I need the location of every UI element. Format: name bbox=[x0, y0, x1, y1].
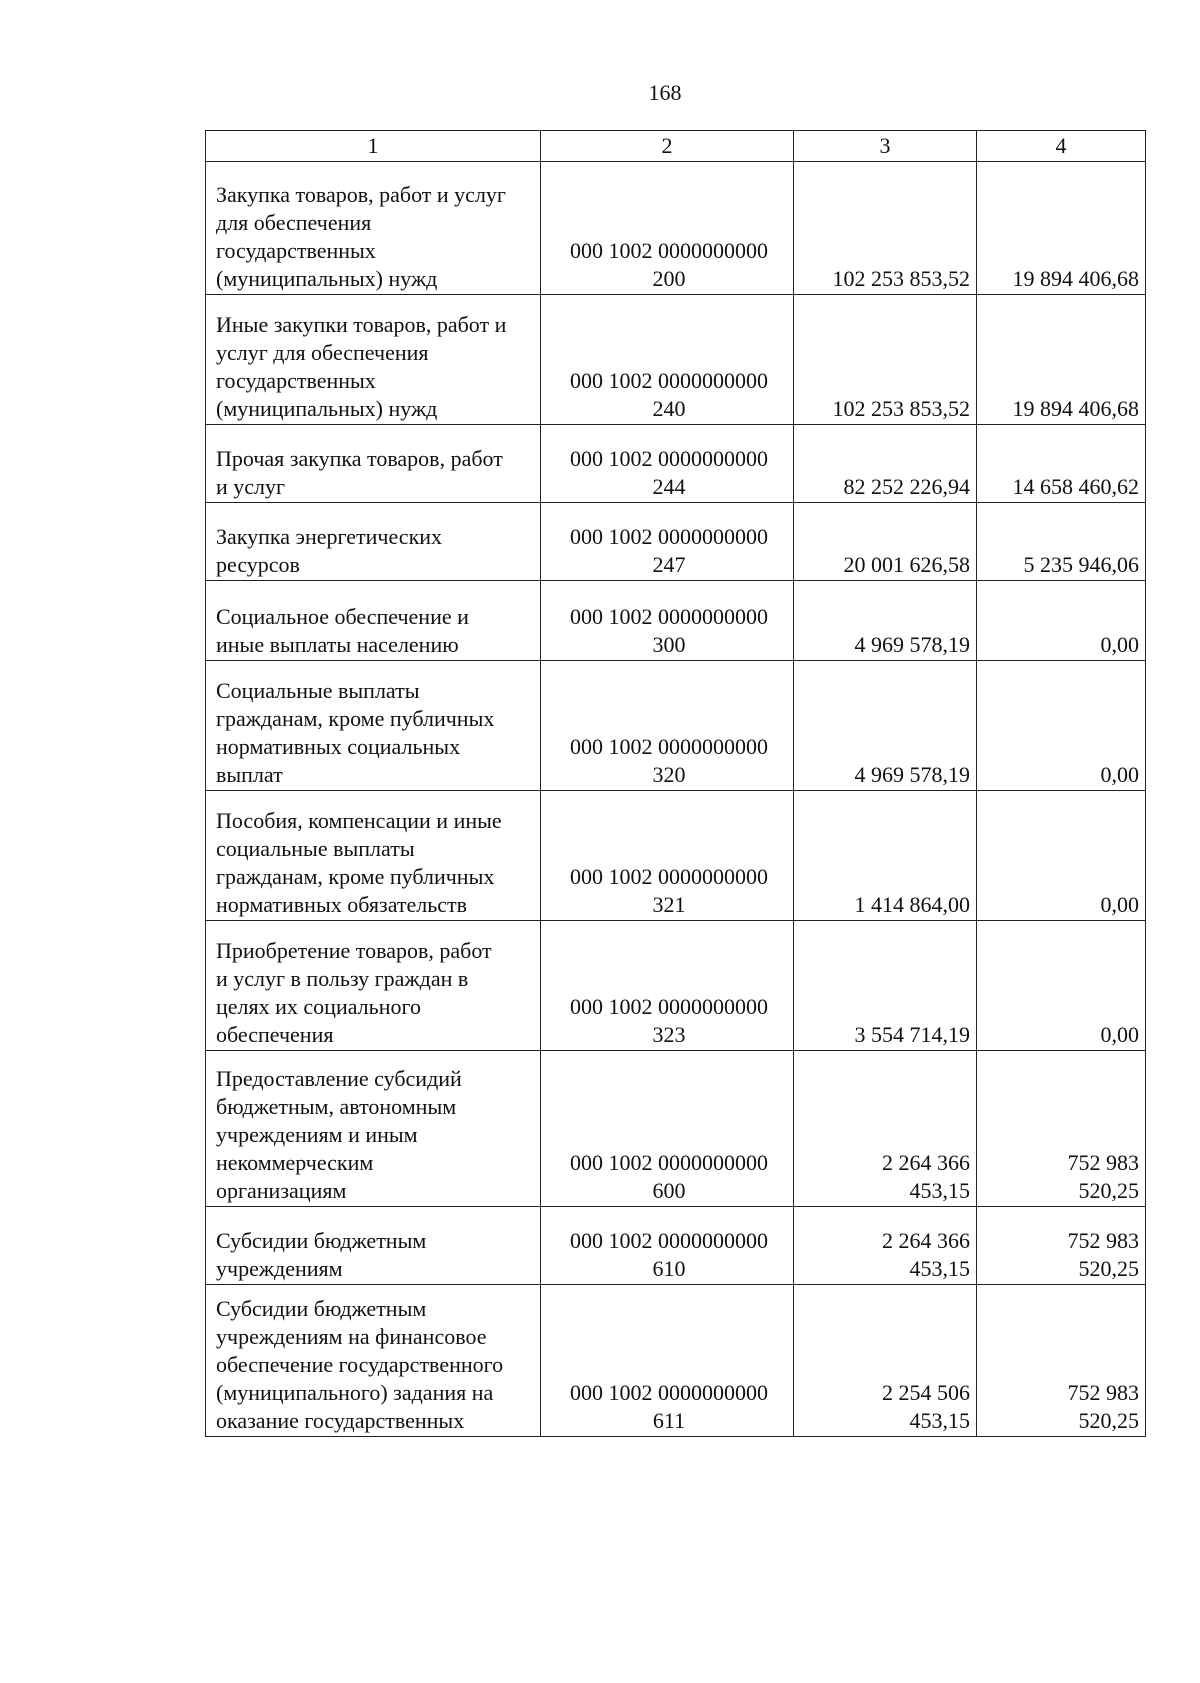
row-col4-cell-text: 752 983 520,25 bbox=[1067, 1380, 1139, 1433]
page-number: 168 bbox=[648, 80, 682, 105]
column-header: 3 bbox=[794, 131, 977, 162]
row-code-cell-text: 000 1002 0000000000 320 bbox=[570, 734, 768, 787]
table-row bbox=[206, 581, 1146, 661]
row-code-cell bbox=[541, 425, 794, 503]
row-col4-cell-text: 752 983 520,25 bbox=[1067, 1150, 1139, 1203]
row-col3-cell bbox=[794, 425, 977, 503]
row-col4-cell-text: 14 658 460,62 bbox=[1012, 474, 1139, 499]
row-col4-cell-text: 0,00 bbox=[1100, 892, 1139, 917]
row-name-cell bbox=[206, 1207, 541, 1285]
row-code-cell bbox=[541, 791, 794, 921]
row-code-cell bbox=[541, 1051, 794, 1207]
row-code-cell bbox=[541, 162, 794, 295]
row-col3-cell bbox=[794, 921, 977, 1051]
row-name-cell bbox=[206, 921, 541, 1051]
row-name-cell-text: Закупка энергетических ресурсов bbox=[216, 524, 443, 577]
row-col4-cell bbox=[977, 921, 1146, 1051]
row-code-cell-text: 000 1002 0000000000 321 bbox=[570, 864, 768, 917]
row-col4-cell bbox=[977, 503, 1146, 581]
row-code-cell bbox=[541, 1207, 794, 1285]
row-code-cell-text: 000 1002 0000000000 200 bbox=[570, 238, 768, 291]
row-col4-cell-text: 19 894 406,68 bbox=[1012, 266, 1139, 291]
table-row bbox=[206, 1051, 1146, 1207]
row-col3-cell bbox=[794, 791, 977, 921]
row-code-cell-text: 000 1002 0000000000 610 bbox=[570, 1228, 768, 1281]
row-col4-cell-text: 19 894 406,68 bbox=[1012, 396, 1139, 421]
row-name-cell bbox=[206, 581, 541, 661]
row-col3-cell-text: 1 414 864,00 bbox=[854, 892, 970, 917]
table-row bbox=[206, 921, 1146, 1051]
row-name-cell-text: Пособия, компенсации и иные социальные выплаты гражданам, кроме публичных нормативных обязательств bbox=[216, 808, 502, 917]
row-col4-cell-text: 0,00 bbox=[1100, 632, 1139, 657]
row-col3-cell-text: 2 264 366 453,15 bbox=[882, 1228, 970, 1281]
budget-table bbox=[205, 130, 1146, 1437]
row-col4-cell bbox=[977, 425, 1146, 503]
row-col4-cell bbox=[977, 661, 1146, 791]
row-code-cell bbox=[541, 921, 794, 1051]
row-col3-cell-text: 2 254 506 453,15 bbox=[882, 1380, 970, 1433]
row-col3-cell bbox=[794, 295, 977, 425]
row-col3-cell bbox=[794, 661, 977, 791]
row-col4-cell bbox=[977, 1207, 1146, 1285]
row-col3-cell-text: 82 252 226,94 bbox=[843, 474, 970, 499]
row-col4-cell bbox=[977, 1285, 1146, 1437]
table-row bbox=[206, 503, 1146, 581]
row-code-cell-text: 000 1002 0000000000 323 bbox=[570, 994, 768, 1047]
row-code-cell bbox=[541, 295, 794, 425]
row-name-cell bbox=[206, 791, 541, 921]
row-col4-cell-text: 0,00 bbox=[1100, 762, 1139, 787]
row-col4-cell bbox=[977, 1051, 1146, 1207]
row-col3-cell bbox=[794, 581, 977, 661]
row-code-cell-text: 000 1002 0000000000 300 bbox=[570, 604, 768, 657]
row-name-cell bbox=[206, 425, 541, 503]
table-row bbox=[206, 1207, 1146, 1285]
row-name-cell bbox=[206, 1051, 541, 1207]
table-row bbox=[206, 425, 1146, 503]
row-col3-cell-text: 102 253 853,52 bbox=[832, 266, 970, 291]
row-name-cell bbox=[206, 162, 541, 295]
row-code-cell-text: 000 1002 0000000000 247 bbox=[570, 524, 768, 577]
header-row bbox=[206, 131, 1146, 162]
row-col3-cell-text: 2 264 366 453,15 bbox=[882, 1150, 970, 1203]
table-row bbox=[206, 295, 1146, 425]
table-row bbox=[206, 1285, 1146, 1437]
row-name-cell-text: Иные закупки товаров, работ и услуг для обеспечения государственных (муниципальных) нужд bbox=[216, 312, 507, 421]
row-code-cell bbox=[541, 503, 794, 581]
row-col4-cell-text: 752 983 520,25 bbox=[1067, 1228, 1139, 1281]
row-name-cell bbox=[206, 503, 541, 581]
row-name-cell-text: Закупка товаров, работ и услуг для обеспечения государственных (муниципальных) нужд bbox=[216, 182, 506, 291]
column-header: 1 bbox=[206, 131, 541, 162]
row-col3-cell bbox=[794, 1051, 977, 1207]
row-code-cell-text: 000 1002 0000000000 244 bbox=[570, 446, 768, 499]
row-col3-cell bbox=[794, 1207, 977, 1285]
row-code-cell-text: 000 1002 0000000000 600 bbox=[570, 1150, 768, 1203]
row-name-cell bbox=[206, 1285, 541, 1437]
table-row bbox=[206, 661, 1146, 791]
row-name-cell-text: Прочая закупка товаров, работ и услуг bbox=[216, 446, 503, 499]
row-col4-cell-text: 5 235 946,06 bbox=[1023, 552, 1139, 577]
row-code-cell bbox=[541, 1285, 794, 1437]
table-row bbox=[206, 162, 1146, 295]
row-col3-cell bbox=[794, 503, 977, 581]
row-name-cell-text: Предоставление субсидий бюджетным, автономным учреждениям и иным некоммерческим организациям bbox=[216, 1066, 462, 1203]
table-row bbox=[206, 791, 1146, 921]
row-col4-cell bbox=[977, 581, 1146, 661]
row-col4-cell bbox=[977, 791, 1146, 921]
row-code-cell-text: 000 1002 0000000000 240 bbox=[570, 368, 768, 421]
row-col4-cell-text: 0,00 bbox=[1100, 1022, 1139, 1047]
row-col4-cell bbox=[977, 295, 1146, 425]
row-name-cell-text: Субсидии бюджетным учреждениям bbox=[216, 1228, 427, 1281]
row-name-cell-text: Социальные выплаты гражданам, кроме публичных нормативных социальных выплат bbox=[216, 678, 495, 787]
row-col3-cell-text: 102 253 853,52 bbox=[832, 396, 970, 421]
row-code-cell bbox=[541, 581, 794, 661]
row-col3-cell bbox=[794, 162, 977, 295]
row-col4-cell bbox=[977, 162, 1146, 295]
row-col3-cell-text: 4 969 578,19 bbox=[854, 762, 970, 787]
row-col3-cell-text: 4 969 578,19 bbox=[854, 632, 970, 657]
row-name-cell-text: Субсидии бюджетным учреждениям на финансовое обеспечение государственного (муниципального) задания на оказание государственных bbox=[216, 1296, 504, 1433]
row-col3-cell-text: 20 001 626,58 bbox=[843, 552, 970, 577]
row-name-cell bbox=[206, 295, 541, 425]
column-header: 2 bbox=[541, 131, 794, 162]
row-code-cell-text: 000 1002 0000000000 611 bbox=[570, 1380, 768, 1433]
row-name-cell-text: Приобретение товаров, работ и услуг в пользу граждан в целях их социального обеспечения bbox=[216, 938, 492, 1047]
row-name-cell bbox=[206, 661, 541, 791]
row-col3-cell-text: 3 554 714,19 bbox=[854, 1022, 970, 1047]
row-code-cell bbox=[541, 661, 794, 791]
column-header: 4 bbox=[977, 131, 1146, 162]
row-col3-cell bbox=[794, 1285, 977, 1437]
row-name-cell-text: Социальное обеспечение и иные выплаты населению bbox=[216, 604, 469, 657]
